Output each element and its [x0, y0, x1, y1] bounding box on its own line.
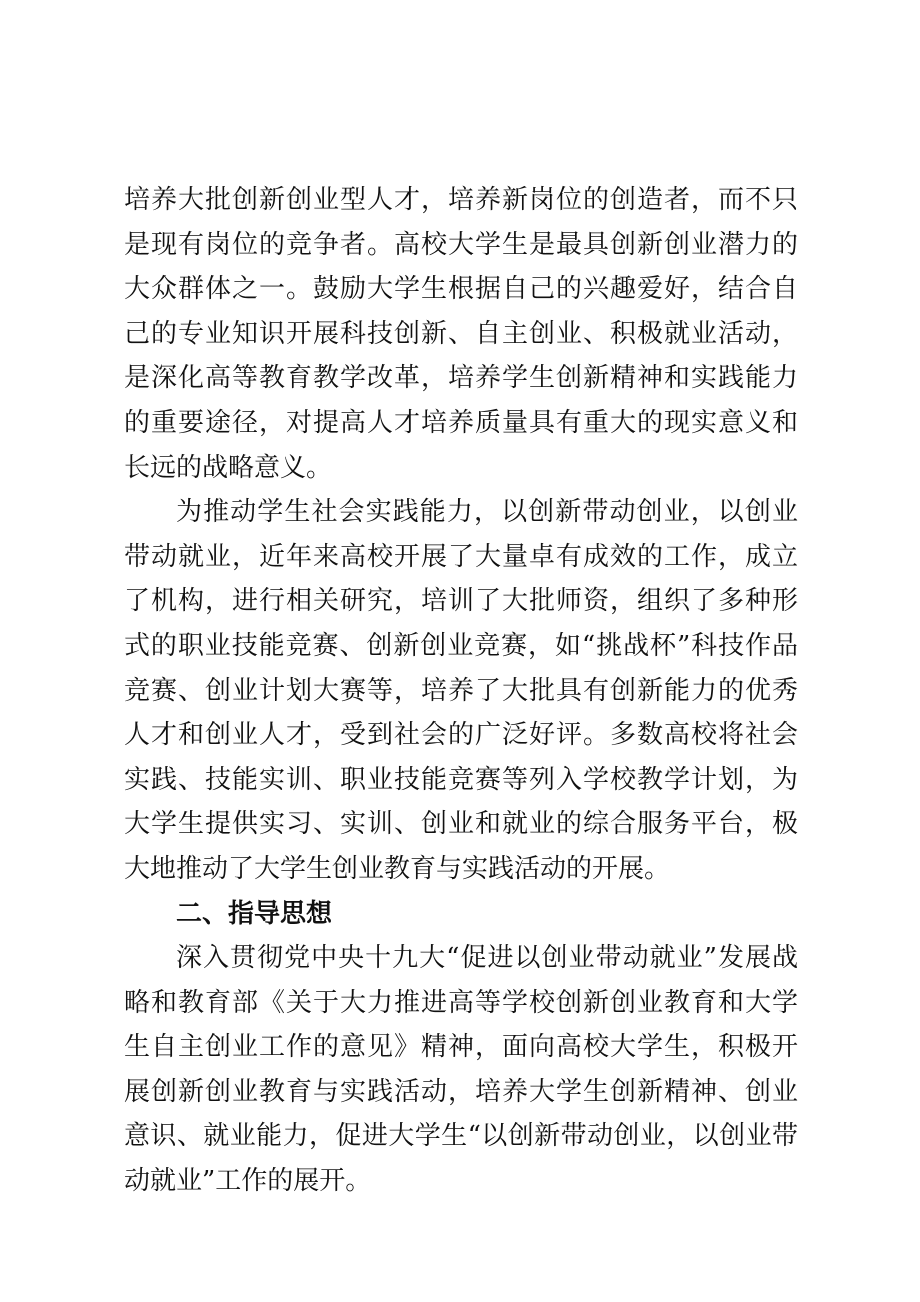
paragraph-practice-ability: 为推动学生社会实践能力，以创新带动创业，以创业带动就业，近年来高校开展了大量卓有成效的工作，成立了机构，进行相关研究，培训了大批师资，组织了多种形式的职业技能竞赛、创新创业竞赛，如“挑战杯”科技作品竞赛、创业计划大赛等，培养了大批具有创新能力的优秀人才和创业人才，受到社会的广泛好评。多数高校将社会实践、技能实训、职业技能竞赛等列入学校教学计划，为大学生提供实习、实训、创业和就业的综合服务平台，极大地推动了大学生创业教育与实践活动的开展。	[124, 497, 798, 884]
section-heading-guiding-ideology: 二、指导思想	[176, 898, 333, 929]
paragraph-guiding-ideology: 深入贯彻党中央十九大“促进以创业带动就业”发展战略和教育部《关于大力推进高等学校创新创业教育和大学生自主创业工作的意见》精神，面向高校大学生，积极开展创新创业教育与实践活动，培养大学生创新精神、创业意识、就业能力，促进大学生“以创新带动创业，以创业带动就业”工作的展开。	[124, 943, 798, 1197]
paragraph-intro-continuation: 培养大批创新创业型人才，培养新岗位的创造者，而不只是现有岗位的竞争者。高校大学生是最具创新创业潜力的大众群体之一。鼓励大学生根据自己的兴趣爱好，结合自己的专业知识开展科技创新、自主创业、积极就业活动，是深化高等教育教学改革，培养学生创新精神和实践能力的重要途径，对提高人才培养质量具有重大的现实意义和长远的战略意义。	[124, 185, 798, 483]
document-body	[124, 178, 798, 1204]
